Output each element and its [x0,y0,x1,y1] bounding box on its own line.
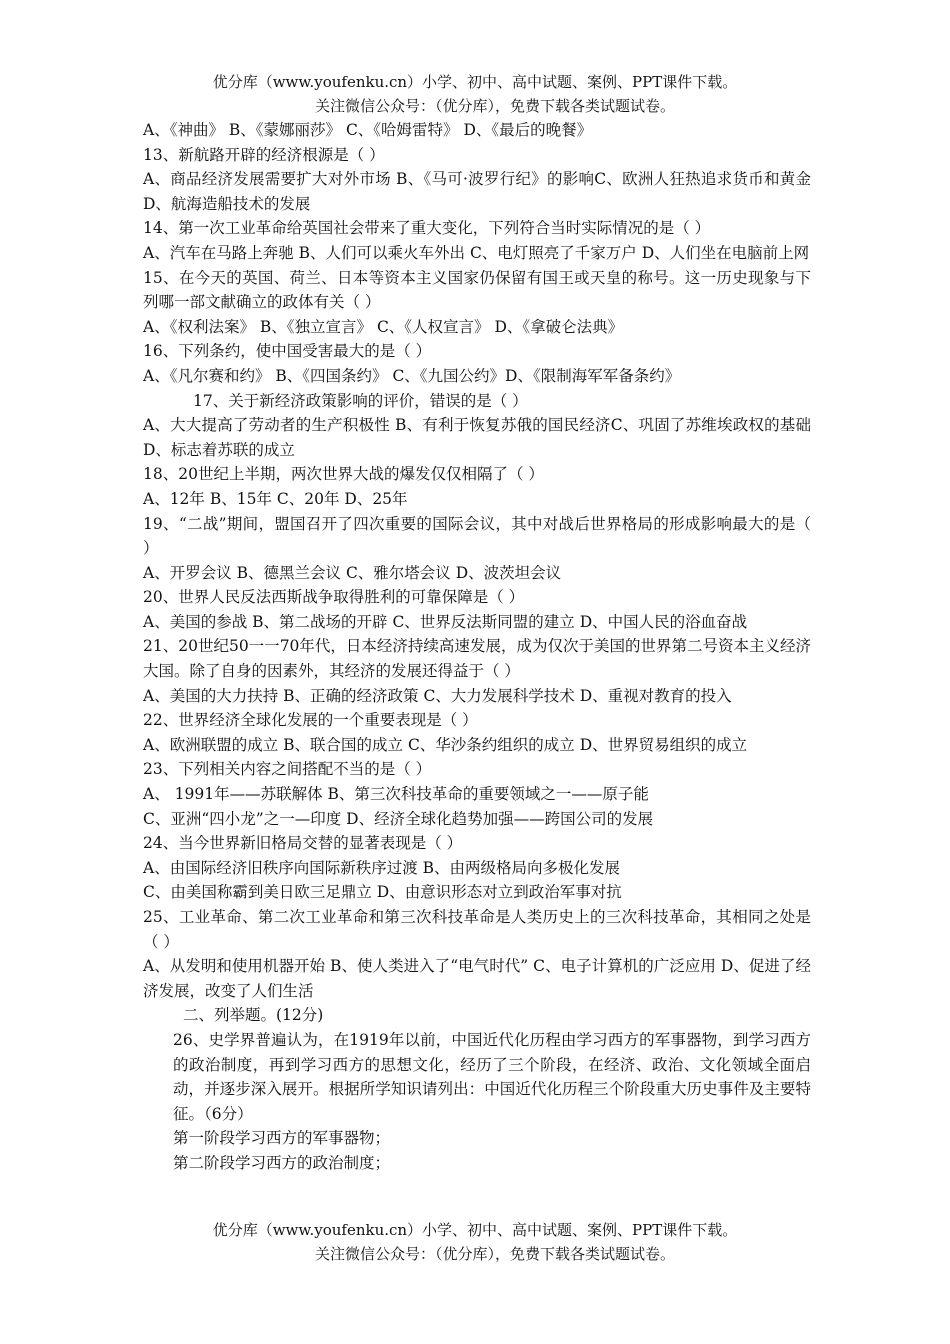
footer-line-2: 关注微信公众号：（优分库），免费下载各类试题试卷。 [314,1245,675,1263]
q18-question: 18、20世纪上半期，两次世界大战的爆发仅仅相隔了（ ） [143,465,544,484]
q26-question: 26、史学界普遍认为，在1919年以前，中国近代化历程由学习西方的军事器物，到学习西方的政治制度，再到学习西方的思想文化，经历了三个阶段，在经济、政治、文化领域全面启动，并逐步深入展开。根据所学知识请列出：中国近代化历程三个阶段重大历史事件及主要特征。（6分） [173,1030,811,1123]
q26-block [143,1028,811,1176]
q21-question: 21、20世纪50一一70年代，日本经济持续高速发展，成为仅次于美国的世界第二号资本主义经济大国。除了自身的因素外，其经济的发展还得益于（ ） [143,637,811,681]
q12-options: A、《神曲》 B、《蒙娜丽莎》 C、《哈姆雷特》 D、《最后的晚餐》 [143,121,593,139]
q25-question: 25、工业革命、第二次工业革命和第三次科技革命是人类历史上的三次科技革命，其相同之处是（ ） [143,908,811,951]
q15-question: 15、在今天的英国、荷兰、日本等资本主义国家仍保留有国王或天皇的称号。这一历史现象与下列哪一部文献确立的政体有关（ ） [143,268,811,312]
page-footer [0,1218,950,1266]
q24-question: 24、当今世界新旧格局交替的显著表现是（ ） [143,834,463,853]
q18-options: A、12年 B、15年 C、20年 D、25年 [143,489,408,508]
q21-options: A、美国的大力扶持 B、正确的经济政策 C、大力发展科学技术 D、重视对教育的投入 [143,686,732,705]
q19-options: A、开罗会议 B、德黑兰会议 C、雅尔塔会议 D、波茨坦会议 [143,563,562,582]
q20-question: 20、世界人民反法西斯战争取得胜利的可靠保障是（ ） [143,588,525,607]
q13-question: 13、新航路开辟的经济根源是（ ） [143,145,385,164]
q14-options: A、汽车在马路上奔驰 B、人们可以乘火车外出 C、电灯照亮了千家万户 D、人们坐在电脑前上网 [143,243,810,262]
q17-question: 17、关于新经济政策影响的评价，错误的是（ ） [193,391,528,410]
q22-question: 22、世界经济全球化发展的一个重要表现是（ ） [143,711,478,730]
q24-options-ab: A、由国际经济旧秩序向国际新秩序过渡 B、由两级格局向多极化发展 [143,858,621,877]
header-line-2: 关注微信公众号：（优分库），免费下载各类试题试卷。 [314,97,675,115]
q23-question: 23、下列相关内容之间搭配不当的是（ ） [143,760,432,779]
footer-line-1: 优分库（www.youfenku.cn）小学、初中、高中试题、案例、PPT课件下载。 [212,1221,738,1239]
page-header [0,70,950,118]
q23-options-ab: A、 1991年——苏联解体 B、第三次科技革命的重要领域之一——原子能 [143,785,649,804]
q16-question: 16、下列条约，使中国受害最大的是（ ） [143,342,432,361]
q16-options: A、《凡尔赛和约》 B、《四国条约》 C、《九国公约》D、《限制海军军备条约》 [143,366,681,385]
q19-question: 19、“二战”期间，盟国召开了四次重要的国际会议，其中对战后世界格局的形成影响最大的是（ ） [143,514,811,558]
q26-stage-1: 第一阶段学习西方的军事器物； [173,1129,391,1148]
q22-options: A、欧洲联盟的成立 B、联合国的成立 C、华沙条约组织的成立 D、世界贸易组织的成立 [143,735,748,754]
q13-options: A、商品经济发展需要扩大对外市场 B、《马可·波罗行纪》的影响C、欧洲人狂热追求货币和黄金 D、航海造船技术的发展 [143,170,811,213]
q24-options-cd: C、由美国称霸到美日欧三足鼎立 D、由意识形态对立到政治军事对抗 [143,883,622,902]
q20-options: A、美国的参战 B、第二战场的开辟 C、世界反法斯同盟的建立 D、中国人民的浴血奋战 [143,612,748,631]
q23-options-cd: C、亚洲“四小龙”之一—印度 D、经济全球化趋势加强——跨国公司的发展 [143,809,654,828]
q15-options: A、《权利法案》 B、《独立宣言》 C、《人权宣言》 D、《拿破仑法典》 [143,317,624,336]
document-body [143,118,811,1176]
q14-question: 14、第一次工业革命给英国社会带来了重大变化，下列符合当时实际情况的是（ ） [143,219,711,238]
header-line-1: 优分库（www.youfenku.cn）小学、初中、高中试题、案例、PPT课件下载。 [212,73,738,91]
q26-stage-2: 第二阶段学习西方的政治制度； [173,1153,391,1172]
q17-options: A、大大提高了劳动者的生产积极性 B、有利于恢复苏俄的国民经济C、巩固了苏维埃政权的基础 D、标志着苏联的成立 [143,416,811,459]
section-2-heading: 二、列举题。(12分) [183,1006,324,1025]
q25-options: A、从发明和使用机器开始 B、使人类进入了“电气时代” C、电子计算机的广泛应用 D、促进了经济发展，改变了人们生活 [143,957,811,1000]
